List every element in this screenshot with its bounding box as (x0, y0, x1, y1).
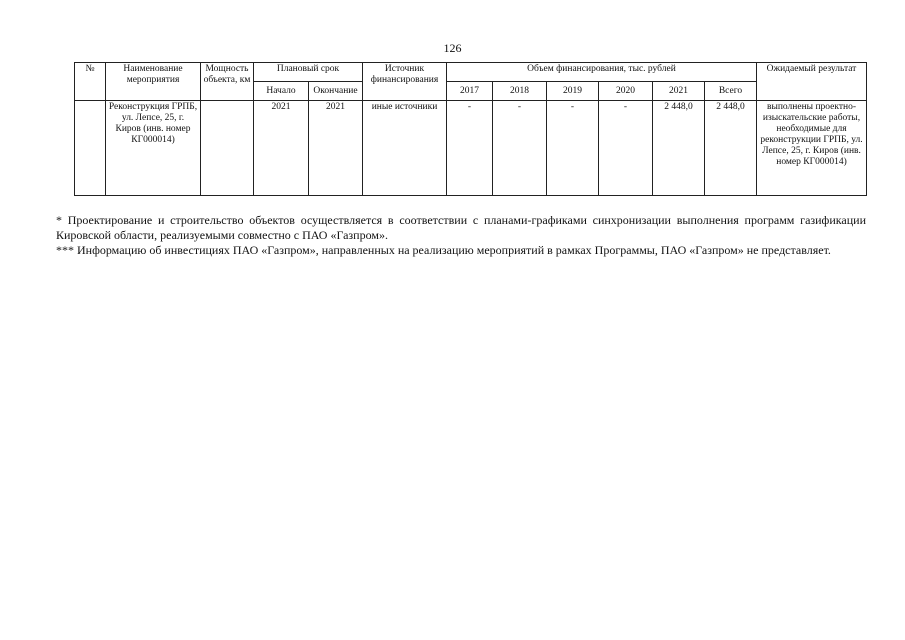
footnotes (56, 213, 866, 258)
footnote-gazprom-investments: *** Информацию об инвестициях ПАО «Газпром», направленных на реализацию мероприятий в рамках Программы, ПАО «Газпром» не представляет. (56, 243, 831, 257)
cell-source: иные источники (363, 101, 447, 196)
header-year-2019: 2019 (547, 82, 599, 101)
header-planned-term: Плановый срок (254, 63, 363, 82)
cell-total: 2 448,0 (705, 101, 757, 196)
cell-2019: - (547, 101, 599, 196)
header-no: № (75, 63, 106, 101)
header-expected-result: Ожидаемый результат (757, 63, 867, 101)
cell-capacity (201, 101, 254, 196)
header-capacity: Мощность объекта, км (201, 63, 254, 101)
header-year-2021: 2021 (653, 82, 705, 101)
header-year-2017: 2017 (447, 82, 493, 101)
page-number: 126 (443, 41, 462, 55)
cell-start: 2021 (254, 101, 309, 196)
header-year-2020: 2020 (599, 82, 653, 101)
cell-name: Реконструкция ГРПБ, ул. Лепсе, 25, г. Киров (инв. номер КГ000014) (106, 101, 201, 196)
footnote-gazprom-synchronization: * Проектирование и строительство объектов осуществляется в соответствии с планами-графиками синхронизации выполнения программ газификации Кировской области, реализуемыми совместно с ПАО «Газпром». (56, 213, 866, 242)
cell-end: 2021 (309, 101, 363, 196)
header-total: Всего (705, 82, 757, 101)
cell-2017: - (447, 101, 493, 196)
header-start: Начало (254, 82, 309, 101)
table-row (75, 101, 867, 196)
cell-expected-result: выполнены проектно-изыскательские работы, необходимые для реконструкции ГРПБ, ул. Лепсе, 25, г. Киров (инв. номер КГ000014) (757, 101, 867, 196)
header-end: Окончание (309, 82, 363, 101)
cell-2018: - (493, 101, 547, 196)
funding-table (74, 62, 867, 196)
header-name: Наименование мероприятия (106, 63, 201, 101)
cell-2020: - (599, 101, 653, 196)
header-source: Источник финансирования (363, 63, 447, 101)
header-year-2018: 2018 (493, 82, 547, 101)
cell-2021: 2 448,0 (653, 101, 705, 196)
header-funding-volume: Объем финансирования, тыс. рублей (447, 63, 757, 82)
cell-no (75, 101, 106, 196)
